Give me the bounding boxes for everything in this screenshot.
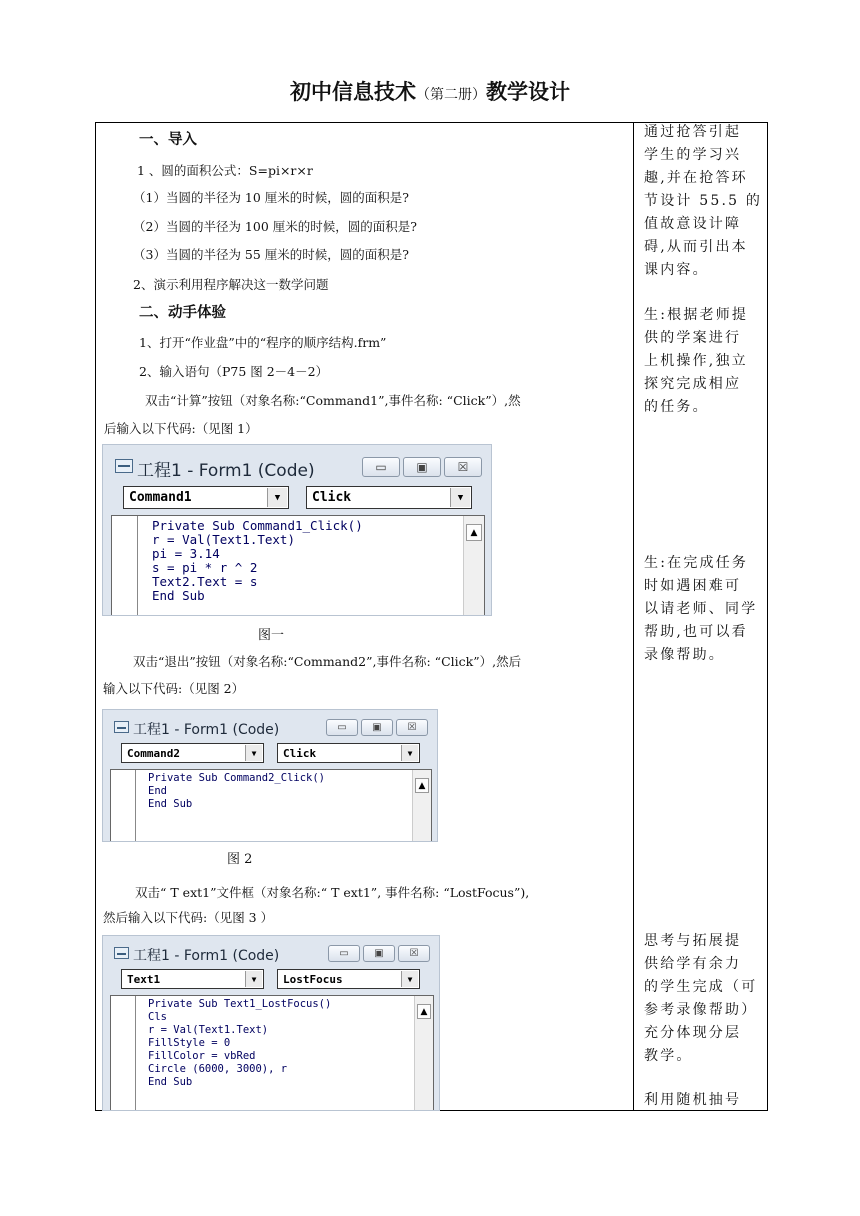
chevron-down-icon[interactable]: ▼ (267, 488, 287, 507)
app-icon (114, 721, 129, 733)
window-titlebar (103, 936, 439, 968)
note-line: 参考录像帮助） (644, 1002, 758, 1018)
note-line: 录像帮助。 (644, 647, 725, 663)
window-controls (328, 945, 430, 962)
code-editor[interactable] (111, 515, 485, 616)
close-icon[interactable]: ☒ (398, 945, 430, 962)
object-value: Command2 (127, 747, 180, 760)
object-value: Text1 (127, 973, 161, 986)
scroll-up-icon[interactable]: ▲ (466, 524, 482, 541)
note-line: 课内容。 (644, 262, 709, 278)
object-dropdown[interactable] (121, 969, 264, 989)
text-line: 双击“退出”按钮（对象名称:“Command2”,事件名称: “Click”）,然后 (133, 654, 522, 669)
text-line: （2）当圆的半径为 100 厘米的时候，圆的面积是? (133, 219, 417, 234)
window-controls (362, 457, 482, 477)
margin-indicator-bar (111, 770, 136, 842)
note-line: 思考与拓展提 (644, 933, 742, 949)
note-line: 趣,并在抢答环 (644, 170, 748, 186)
minimize-icon[interactable]: ▭ (328, 945, 360, 962)
app-icon (115, 459, 133, 473)
text-line: 后输入以下代码:（见图 1） (104, 421, 258, 436)
event-dropdown[interactable] (306, 486, 472, 509)
window-controls (326, 719, 428, 736)
note-line: 探究完成相应 (644, 376, 742, 392)
event-dropdown[interactable] (277, 743, 420, 763)
notes-column (634, 122, 768, 1111)
chevron-down-icon[interactable]: ▼ (245, 745, 262, 761)
note-line: 充分体现分层 (644, 1025, 742, 1041)
window-title: 工程1 - Form1 (Code) (133, 722, 280, 738)
text-line: 双击“ T ext1”文件框（对象名称:“ T ext1”, 事件名称: “LostFocus”), (135, 885, 530, 900)
text-line: （1）当圆的半径为 10 厘米的时候，圆的面积是? (133, 190, 410, 205)
note-line: 的任务。 (644, 399, 709, 415)
chevron-down-icon[interactable]: ▼ (245, 971, 262, 987)
event-value: Click (312, 490, 352, 505)
minimize-icon[interactable]: ▭ (362, 457, 400, 477)
code-editor[interactable] (110, 769, 432, 842)
title-sub: （第二册） (416, 87, 486, 103)
note-line: 上机操作,独立 (644, 353, 748, 369)
note-line: 碍,从而引出本 (644, 239, 748, 255)
window-titlebar (103, 710, 437, 742)
note-line: 生:在完成任务 (644, 555, 749, 571)
event-dropdown[interactable] (277, 969, 420, 989)
object-value: Command1 (129, 490, 192, 505)
note-line: 以请老师、同学 (644, 601, 758, 617)
window-title: 工程1 - Form1 (Code) (133, 948, 280, 964)
close-icon[interactable]: ☒ (396, 719, 428, 736)
note-line: 通过抢答引起 (644, 124, 742, 140)
vertical-scrollbar[interactable] (414, 996, 433, 1111)
note-line: 生:根据老师提 (644, 307, 749, 323)
note-line: 学生的学习兴 (644, 147, 742, 163)
text-line: 双击“计算”按钮（对象名称:“Command1”,事件名称: “Click”）,然 (145, 393, 521, 408)
chevron-down-icon[interactable]: ▼ (401, 745, 418, 761)
margin-indicator-bar (111, 996, 136, 1111)
text-line: 输入以下代码:（见图 2） (103, 681, 245, 696)
figure-caption-1: 图一 (258, 628, 285, 643)
vb-code-window-2 (102, 709, 438, 842)
vertical-scrollbar[interactable] (412, 770, 431, 842)
margin-indicator-bar (112, 516, 138, 616)
title-main-b: 教学设计 (486, 80, 570, 104)
chevron-down-icon[interactable]: ▼ (401, 971, 418, 987)
text-line: 2、演示利用程序解决这一数学问题 (133, 277, 329, 292)
maximize-icon[interactable]: ▣ (363, 945, 395, 962)
note-line: 时如遇困难可 (644, 578, 742, 594)
note-line: 教学。 (644, 1048, 693, 1064)
scroll-up-icon[interactable]: ▲ (415, 778, 429, 793)
scroll-up-icon[interactable]: ▲ (417, 1004, 431, 1019)
vertical-scrollbar[interactable] (463, 516, 484, 616)
maximize-icon[interactable]: ▣ (403, 457, 441, 477)
note-line: 节设计 55.5 的 (644, 193, 763, 209)
maximize-icon[interactable]: ▣ (361, 719, 393, 736)
note-line: 值故意设计障 (644, 216, 742, 232)
vb-code-window-3 (102, 935, 440, 1111)
close-icon[interactable]: ☒ (444, 457, 482, 477)
app-icon (114, 947, 129, 959)
vb-code-window-1 (102, 444, 492, 616)
event-value: Click (283, 747, 317, 760)
text-line: 然后输入以下代码:（见图 3 ） (103, 910, 274, 925)
figure-caption-2: 图 2 (227, 852, 253, 867)
minimize-icon[interactable]: ▭ (326, 719, 358, 736)
text-line: 1、打开“作业盘”中的“程序的顺序结构.frm” (139, 335, 387, 350)
window-title: 工程1 - Form1 (Code) (137, 461, 315, 481)
note-line: 利用随机抽号 (644, 1092, 742, 1108)
object-dropdown[interactable] (121, 743, 264, 763)
text-line: 2、输入语句（P75 图 2－4－2） (139, 364, 329, 379)
note-line: 供的学案进行 (644, 330, 742, 346)
title-main-a: 初中信息技术 (290, 80, 416, 104)
note-line: 供给学有余力 (644, 956, 742, 972)
window-titlebar (103, 445, 491, 485)
text-line: （3）当圆的半径为 55 厘米的时候，圆的面积是? (133, 247, 410, 262)
note-line: 的学生完成（可 (644, 979, 758, 995)
page-title (0, 76, 860, 106)
chevron-down-icon[interactable]: ▼ (450, 488, 470, 507)
object-dropdown[interactable] (123, 486, 289, 509)
event-value: LostFocus (283, 973, 343, 986)
code-text: Private Sub Text1_LostFocus() Cls r = Val(Text1.Text) FillStyle = 0 FillColor = vbRed Circle (6000, 3000), r End Sub (148, 998, 332, 1088)
heading-practice: 二、动手体验 (139, 305, 226, 321)
code-text: Private Sub Command2_Click() End End Sub (148, 772, 326, 810)
note-line: 帮助,也可以看 (644, 624, 748, 640)
heading-intro: 一、导入 (139, 132, 197, 148)
text-line: 1 、圆的面积公式：S=pi×r×r (137, 163, 313, 178)
code-text: Private Sub Command1_Click() r = Val(Text1.Text) pi = 3.14 s = pi * r ^ 2 Text2.Text = s End Sub (152, 518, 363, 603)
code-editor[interactable] (110, 995, 434, 1111)
